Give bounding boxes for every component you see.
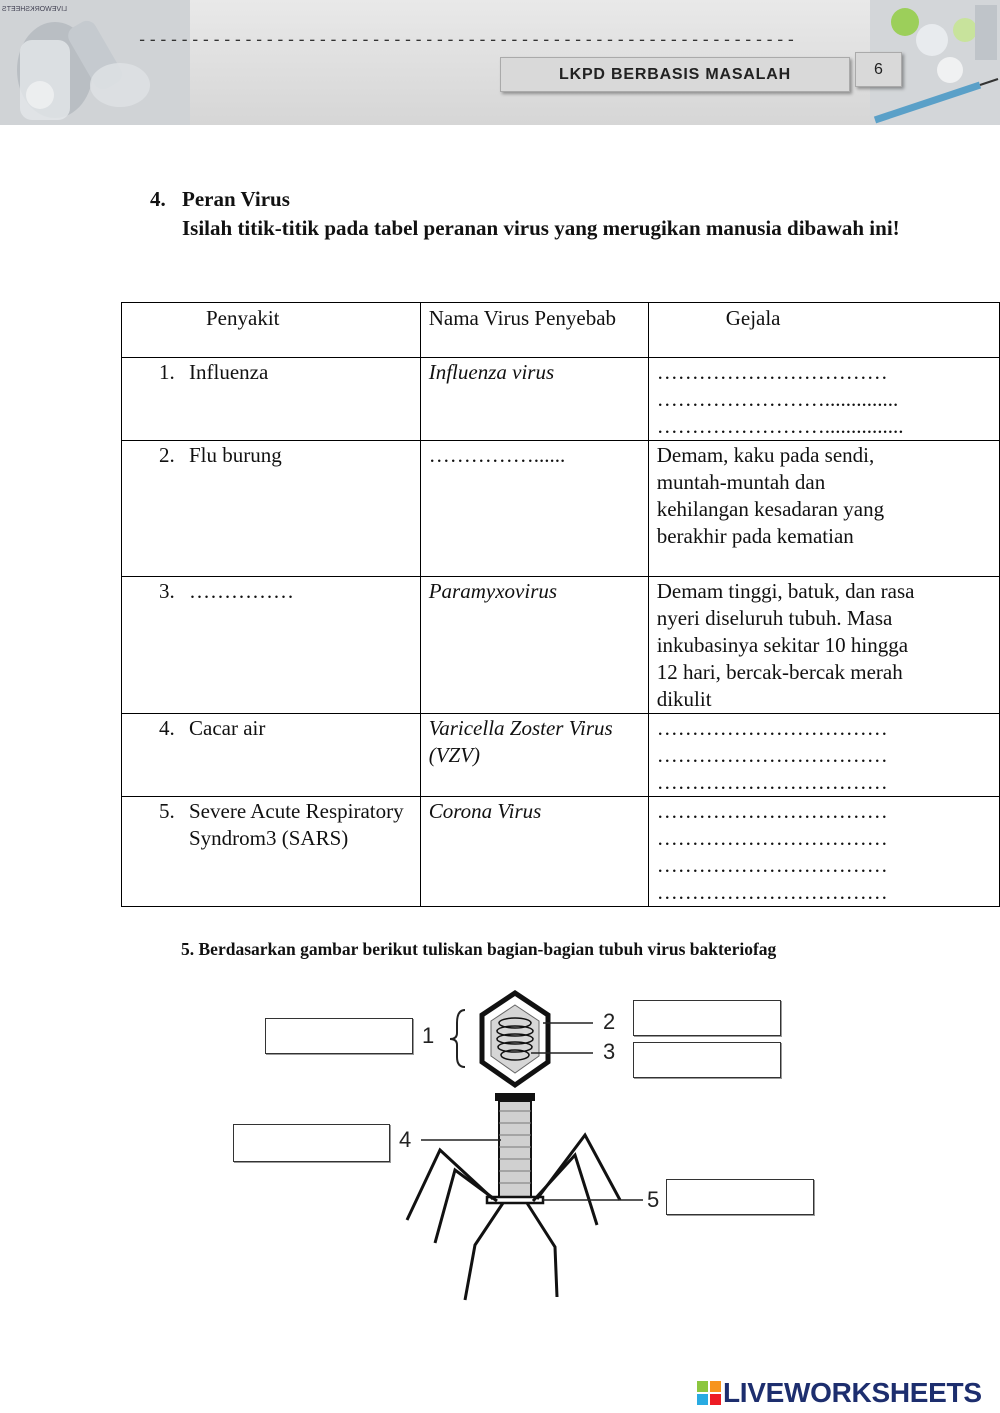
diagram-label-4: 4	[399, 1127, 412, 1152]
symptom-line: muntah-muntah dan	[656, 470, 826, 494]
mini-mirrored-text: LIVEWORKSHEETS	[2, 6, 67, 13]
symptom-blank[interactable]: ……………………...............	[656, 414, 904, 438]
row-number: 4.	[159, 716, 175, 740]
virus-name: Varicella Zoster Virus (VZV)	[428, 716, 613, 767]
logo-text: LIVEWORKSHEETS	[723, 1377, 982, 1408]
page-number: 6	[855, 52, 902, 87]
symptom-line: 12 hari, bercak-bercak merah	[656, 660, 903, 684]
answer-box-3[interactable]	[633, 1042, 781, 1078]
row-number: 2.	[159, 443, 175, 467]
header-banner	[0, 0, 1000, 125]
symptom-blank[interactable]: ……………………………	[656, 360, 888, 384]
answer-box-1[interactable]	[265, 1018, 413, 1054]
virus-name: Influenza virus	[428, 360, 555, 384]
header-penyakit: Penyakit	[122, 303, 421, 358]
disease-blank[interactable]: ……………	[189, 579, 294, 603]
table-header-row	[122, 303, 1000, 358]
section-5-instruction: 5. Berdasarkan gambar berikut tuliskan bagian-bagian tubuh virus bakteriofag	[181, 939, 777, 959]
symptom-line: dikulit	[656, 687, 712, 711]
disease-name: Influenza	[189, 360, 269, 384]
virus-name: Corona Virus	[428, 799, 542, 823]
symptom-blank[interactable]: ……………………………	[656, 880, 888, 904]
symptom-line: Demam tinggi, batuk, dan rasa	[656, 579, 915, 603]
header-gejala: Gejala	[648, 303, 999, 358]
diagram-label-5: 5	[647, 1187, 660, 1212]
section-4-title: Peran Virus	[182, 187, 290, 211]
diagram-label-2: 2	[603, 1009, 616, 1034]
symptom-blank[interactable]: ……………………………	[656, 799, 888, 823]
disease-name: Flu burung	[189, 443, 282, 467]
logo-mark-icon	[697, 1381, 721, 1405]
disease-name: Cacar air	[189, 716, 266, 740]
lab-equipment-image	[0, 0, 190, 125]
symptom-blank[interactable]: ……………………………	[656, 716, 888, 740]
header-dash-line: --------------------------------------------------------------	[137, 30, 797, 50]
row-number: 3.	[159, 579, 175, 603]
row-number: 5.	[159, 799, 175, 823]
worksheet-title: LKPD BERBASIS MASALAH	[500, 57, 850, 92]
symptom-line: nyeri diseluruh tubuh. Masa	[656, 606, 893, 630]
table-row	[122, 441, 1000, 577]
bacteriophage-diagram	[225, 985, 825, 1315]
symptom-line: berakhir pada kematian	[656, 524, 854, 548]
table-row	[122, 797, 1000, 907]
header-nama-virus: Nama Virus Penyebab	[420, 303, 648, 358]
symptom-line: Demam, kaku pada sendi,	[656, 443, 875, 467]
symptom-blank[interactable]: ……………………………	[656, 743, 888, 767]
liveworksheets-logo	[697, 1375, 982, 1411]
section-4-number: 4.	[150, 187, 166, 211]
virus-blank[interactable]: ……………......	[428, 443, 566, 467]
answer-box-2[interactable]	[633, 1000, 781, 1036]
row-number: 1.	[159, 360, 175, 384]
answer-box-5[interactable]	[666, 1179, 814, 1215]
symptom-blank[interactable]: ……………………………	[656, 770, 888, 794]
section-4-instruction: Isilah titik-titik pada tabel peranan virus yang merugikan manusia dibawah ini!	[182, 216, 900, 240]
answer-box-4[interactable]	[233, 1124, 390, 1162]
symptom-line: inkubasinya sekitar 10 hingga	[656, 633, 909, 657]
symptom-blank[interactable]: ……………………………	[656, 826, 888, 850]
diagram-label-1: 1	[422, 1023, 435, 1048]
diagram-label-3: 3	[603, 1039, 616, 1064]
table-row	[122, 714, 1000, 797]
symptom-line: kehilangan kesadaran yang	[656, 497, 885, 521]
virus-role-table	[121, 302, 1000, 907]
table-row	[122, 358, 1000, 441]
disease-name: Severe Acute Respiratory Syndrom3 (SARS)	[189, 799, 404, 850]
symptom-blank[interactable]: ……………………..............	[656, 387, 899, 411]
virus-name: Paramyxovirus	[428, 579, 558, 603]
symptom-blank[interactable]: ……………………………	[656, 853, 888, 877]
table-row	[122, 577, 1000, 714]
